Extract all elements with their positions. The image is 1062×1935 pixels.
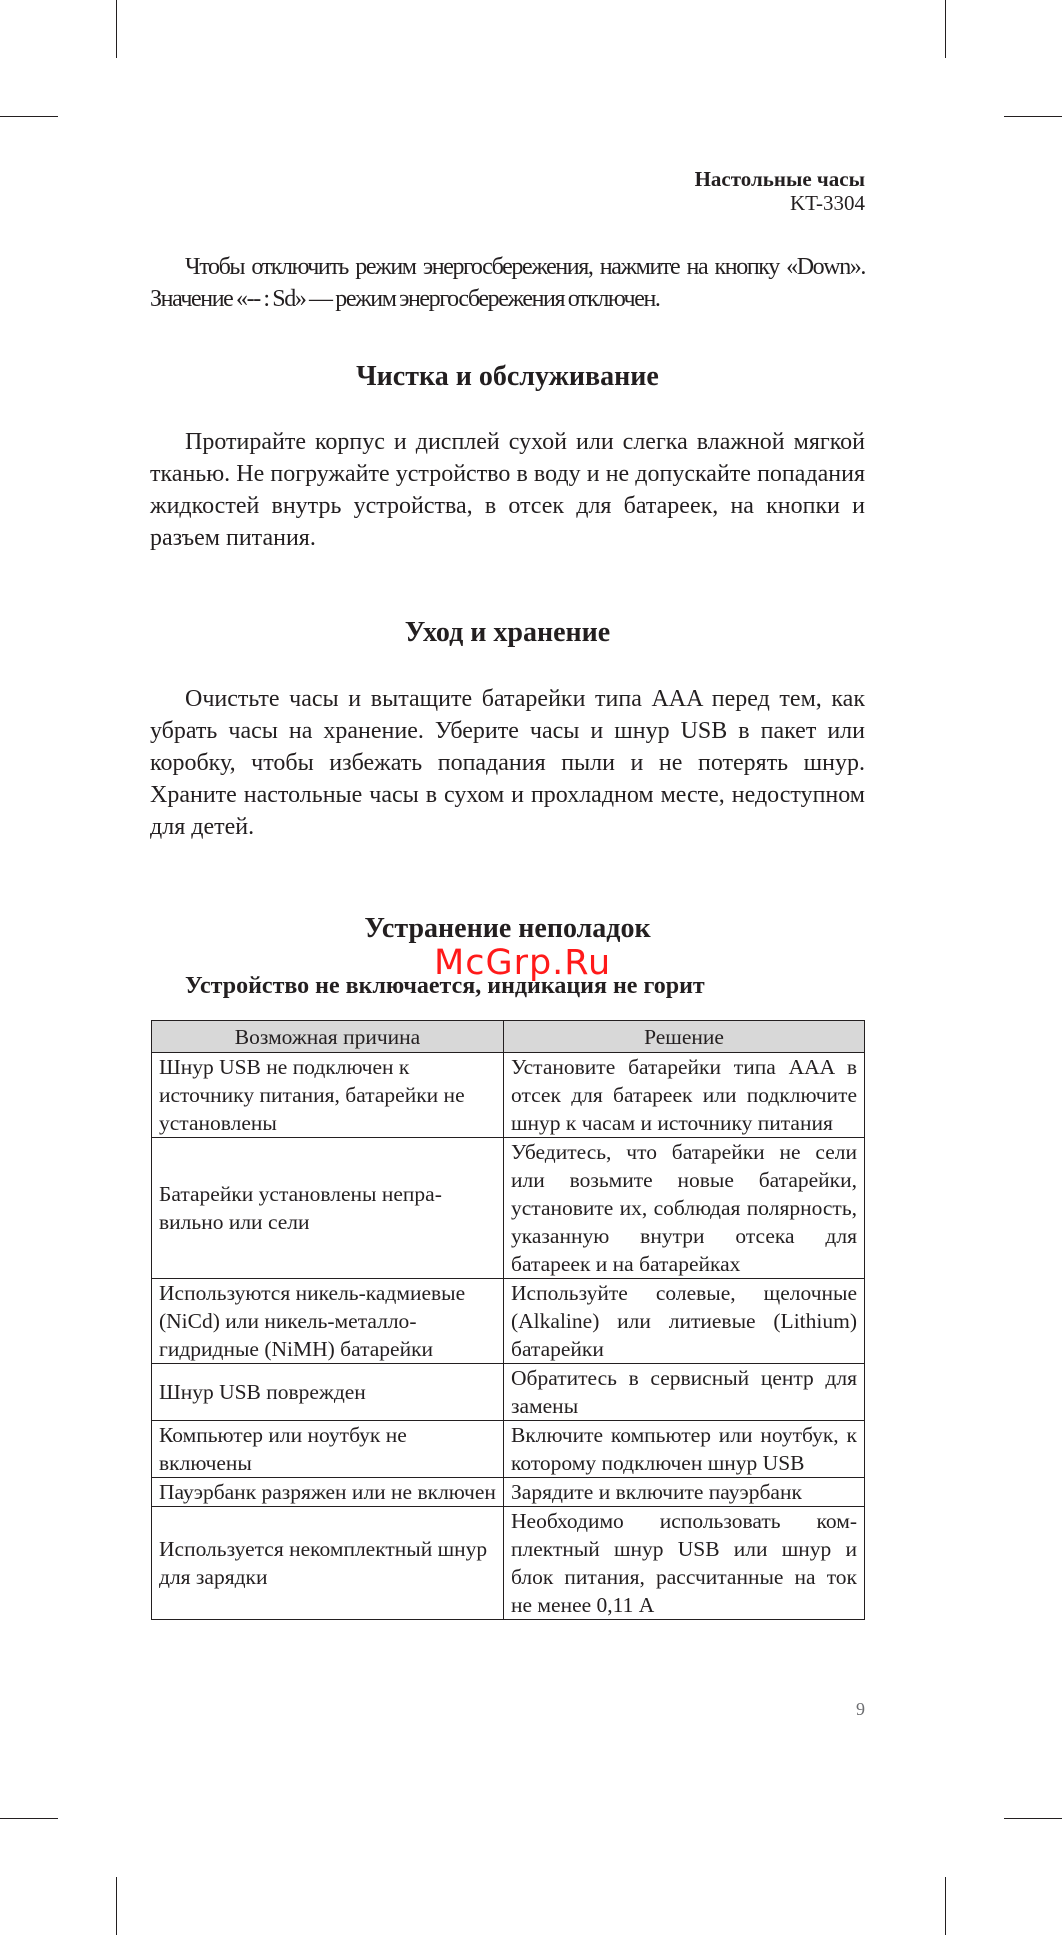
solution-cell: Используйте солевые, щелочные (Alkaline) или литиевые (Lithium) батарейки (504, 1279, 865, 1364)
storage-heading: Уход и хранение (404, 617, 611, 648)
troubleshooting-table (151, 1020, 865, 1620)
table-row (152, 1421, 865, 1478)
crop-mark (945, 0, 946, 58)
cleaning-paragraph: Протирайте корпус и дисплей сухой или слегка влажной мягкой тканью. Не погружайте устройство в воду и не допускайте попадания жидкостей внутрь устройства, в отсек для батареек, на кнопки и разъем питания. (150, 429, 865, 551)
table-row (152, 1507, 865, 1620)
running-header (695, 167, 865, 215)
column-header-solution: Решение (504, 1021, 865, 1053)
intro-block (150, 251, 865, 315)
header-model: KT-3304 (789, 191, 865, 215)
crop-mark (1004, 1818, 1062, 1819)
table-header-row (152, 1021, 865, 1053)
solution-cell: Обратитесь в сервисный центр для замены (504, 1364, 865, 1421)
table-row (152, 1279, 865, 1364)
solution-cell: Установите батарейки типа AAA в отсек для батареек или подключите шнур к часам и источнику питания (504, 1053, 865, 1138)
cleaning-heading: Чистка и обслуживание (356, 361, 659, 392)
troubleshooting-subheading: Устройство не включается, индикация не горит (185, 973, 705, 999)
crop-mark (1004, 116, 1062, 117)
crop-mark (116, 0, 117, 58)
solution-cell: Необходимо использовать комплектный шнур USB или шнур и блок питания, рассчитанные на ток не менее 0,11 А (504, 1507, 865, 1620)
troubleshooting-heading: Устранение неполадок (364, 913, 651, 944)
cause-cell: Компьютер или ноутбук не включены (152, 1421, 504, 1478)
cause-cell: Шнур USB поврежден (152, 1364, 504, 1421)
table-row (152, 1364, 865, 1421)
cause-cell: Используются никель-кадмиевые (NiCd) или никель-металлогидридные (NiMH) батарейки (152, 1279, 504, 1364)
crop-mark (945, 1877, 946, 1935)
solution-cell: Зарядите и включите пауэрбанк (504, 1478, 865, 1507)
troubleshooting-section (150, 912, 865, 946)
header-title: Настольные часы (694, 167, 865, 191)
crop-mark (0, 1818, 58, 1819)
cleaning-section (150, 360, 865, 394)
storage-section (150, 616, 865, 650)
cleaning-body (150, 426, 865, 554)
intro-paragraph: Чтобы отключить режим энергосбережения, нажмите на кнопку «Down». Значение «-- : Sd» — режим энергосбережения отключен. (150, 254, 865, 312)
solution-cell: Включите компьютер или ноутбук, к которому подключен шнур USB (504, 1421, 865, 1478)
page-number: 9 (856, 1699, 865, 1719)
watermark: McGrp.Ru (434, 943, 612, 983)
cause-cell: Батарейки установлены неправильно или сели (152, 1138, 504, 1279)
column-header-cause: Возможная причина (152, 1021, 504, 1053)
crop-mark (0, 116, 58, 117)
cause-cell: Шнур USB не подключен к источнику питания, батарейки не установлены (152, 1053, 504, 1138)
crop-mark (116, 1877, 117, 1935)
solution-cell: Убедитесь, что батарейки не сели или возьмите новые батарейки, установите их, соблюдая полярность, указанную внутри отсека для батареек и на батарейках (504, 1138, 865, 1279)
table-row (152, 1053, 865, 1138)
storage-body (150, 683, 865, 843)
table-row (152, 1478, 865, 1507)
table-row (152, 1138, 865, 1279)
cause-cell: Пауэрбанк разряжен или не включен (152, 1478, 504, 1507)
storage-paragraph: Очистьте часы и вытащите батарейки типа AAA перед тем, как убрать часы на хранение. Уберите часы и шнур USB в пакет или коробку, чтобы избежать попадания пыли и не потерять шнур. Храните настольные часы в сухом и прохладном месте, недоступном для детей. (150, 686, 865, 840)
cause-cell: Используется некомплектный шнур для зарядки (152, 1507, 504, 1620)
